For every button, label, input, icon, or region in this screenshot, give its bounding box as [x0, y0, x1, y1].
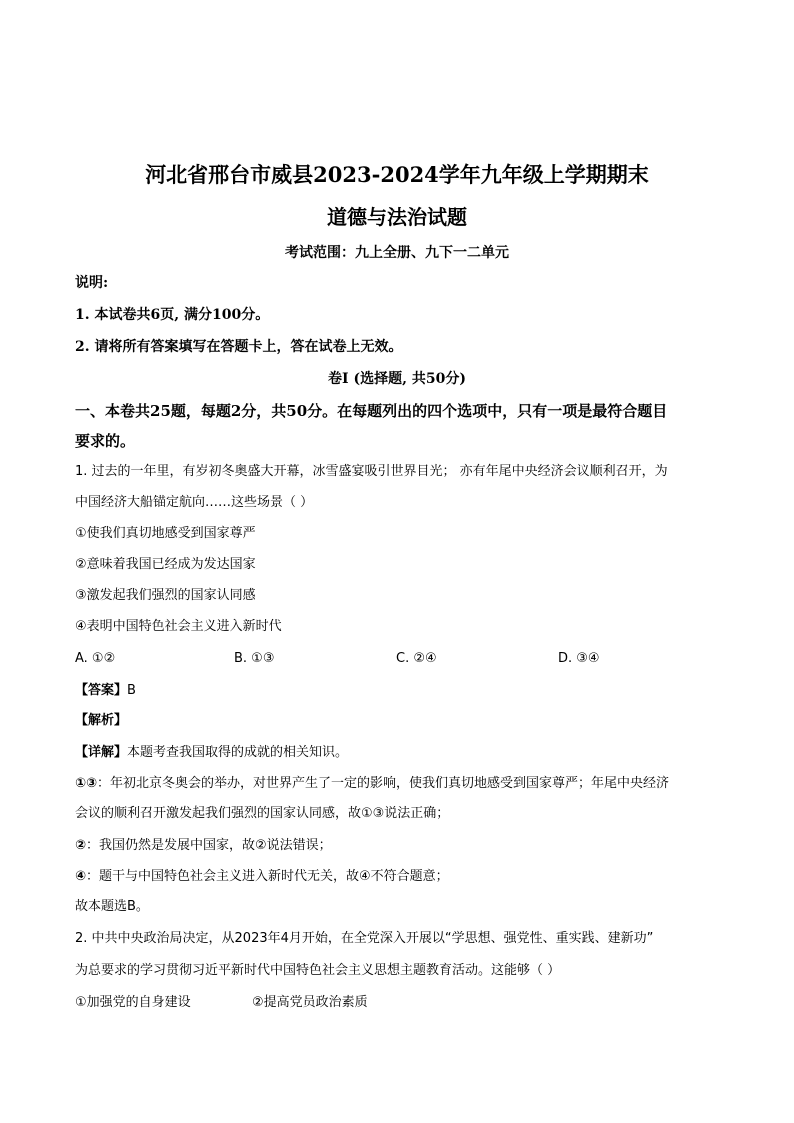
- q1-explanation-2: [75, 836, 332, 855]
- detail-label: 【详解】: [75, 745, 128, 760]
- explanation-1-text: ：年初北京冬奥会的举办，对世界产生了一定的影响，使我们真切地感受到国家尊严；年尾中央经济: [97, 776, 670, 791]
- q2-stem-line-2: 为总要求的学习贯彻习近平新时代中国特色社会主义思想主题教育活动。这能够（ ）: [75, 963, 561, 978]
- q1-stem-line-2: 中国经济大船锚定航向……这些场景（ ）: [75, 495, 314, 510]
- instruction-item-1: 1. 本试卷共6页, 满分100分。: [75, 307, 270, 323]
- q2-stem-line-1: 2. 中共中央政治局决定，从2023年4月开始，在全党深入开展以“学思想、强党性、重实践、建新功”: [75, 931, 654, 946]
- answer-label: 【答案】: [75, 683, 128, 698]
- q2-option-1: ①加强党的自身建设: [75, 995, 191, 1010]
- instructions-heading: 说明:: [75, 275, 109, 291]
- q1-option-1: ①使我们真切地感受到国家尊严: [75, 526, 256, 541]
- section-intro-line-1: 一、本卷共25题，每题2分，共50分。在每题列出的四个选项中，只有一项是最符合题目: [75, 402, 668, 420]
- q1-choice-d: D. ③④: [558, 651, 600, 666]
- q1-choice-c: C. ②④: [396, 651, 437, 666]
- q1-option-4: ④表明中国特色社会主义进入新时代: [75, 619, 282, 634]
- explanation-2-label: ②: [75, 838, 87, 853]
- explanation-3-label: ④: [75, 869, 87, 884]
- section-intro-line-2: 要求的。: [75, 432, 136, 450]
- subject-title: 道德与法治试题: [327, 205, 467, 229]
- section-title: 卷Ⅰ (选择题, 共50分): [328, 371, 466, 387]
- explanation-2-text: ：我国仍然是发展中国家，故②说法错误；: [86, 838, 332, 853]
- explanation-1-label: ①③: [75, 776, 98, 791]
- instruction-item-2: 2. 请将所有答案填写在答题卡上，答在试卷上无效。: [75, 339, 403, 355]
- q1-detail: [75, 743, 348, 762]
- q1-answer: [75, 681, 136, 700]
- explanation-3-text: ：题干与中国特色社会主义进入新时代无关，故④不符合题意；: [86, 869, 449, 884]
- q2-option-2: ②提高党员政治素质: [252, 995, 368, 1010]
- exam-scope: 考试范围：九上全册、九下一二单元: [285, 245, 509, 261]
- q1-option-2: ②意味着我国已经成为发达国家: [75, 557, 256, 572]
- q1-analysis-label: 【解析】: [75, 713, 128, 728]
- q1-explanation-3: [75, 867, 449, 886]
- q1-choice-a: A. ①②: [75, 651, 116, 666]
- detail-text: 本题考查我国取得的成就的相关知识。: [127, 745, 349, 760]
- q1-choice-b: B. ①③: [234, 651, 275, 666]
- q1-stem-line-1: 1. 过去的一年里，有岁初冬奥盛大开幕，冰雪盛宴吸引世界目光； 亦有年尾中央经济会议顺利召开，为: [75, 464, 668, 479]
- q1-explanation-1-line-1: [75, 774, 669, 793]
- answer-value: B: [127, 683, 136, 698]
- q1-explanation-1-line-2: 会议的顺利召开激发起我们强烈的国家认同感，故①③说法正确；: [75, 806, 450, 821]
- exam-title: 河北省邢台市威县2023-2024学年九年级上学期期末: [145, 162, 649, 187]
- q1-option-3: ③激发起我们强烈的国家认同感: [75, 588, 256, 603]
- q1-conclusion: 故本题选B。: [75, 899, 149, 914]
